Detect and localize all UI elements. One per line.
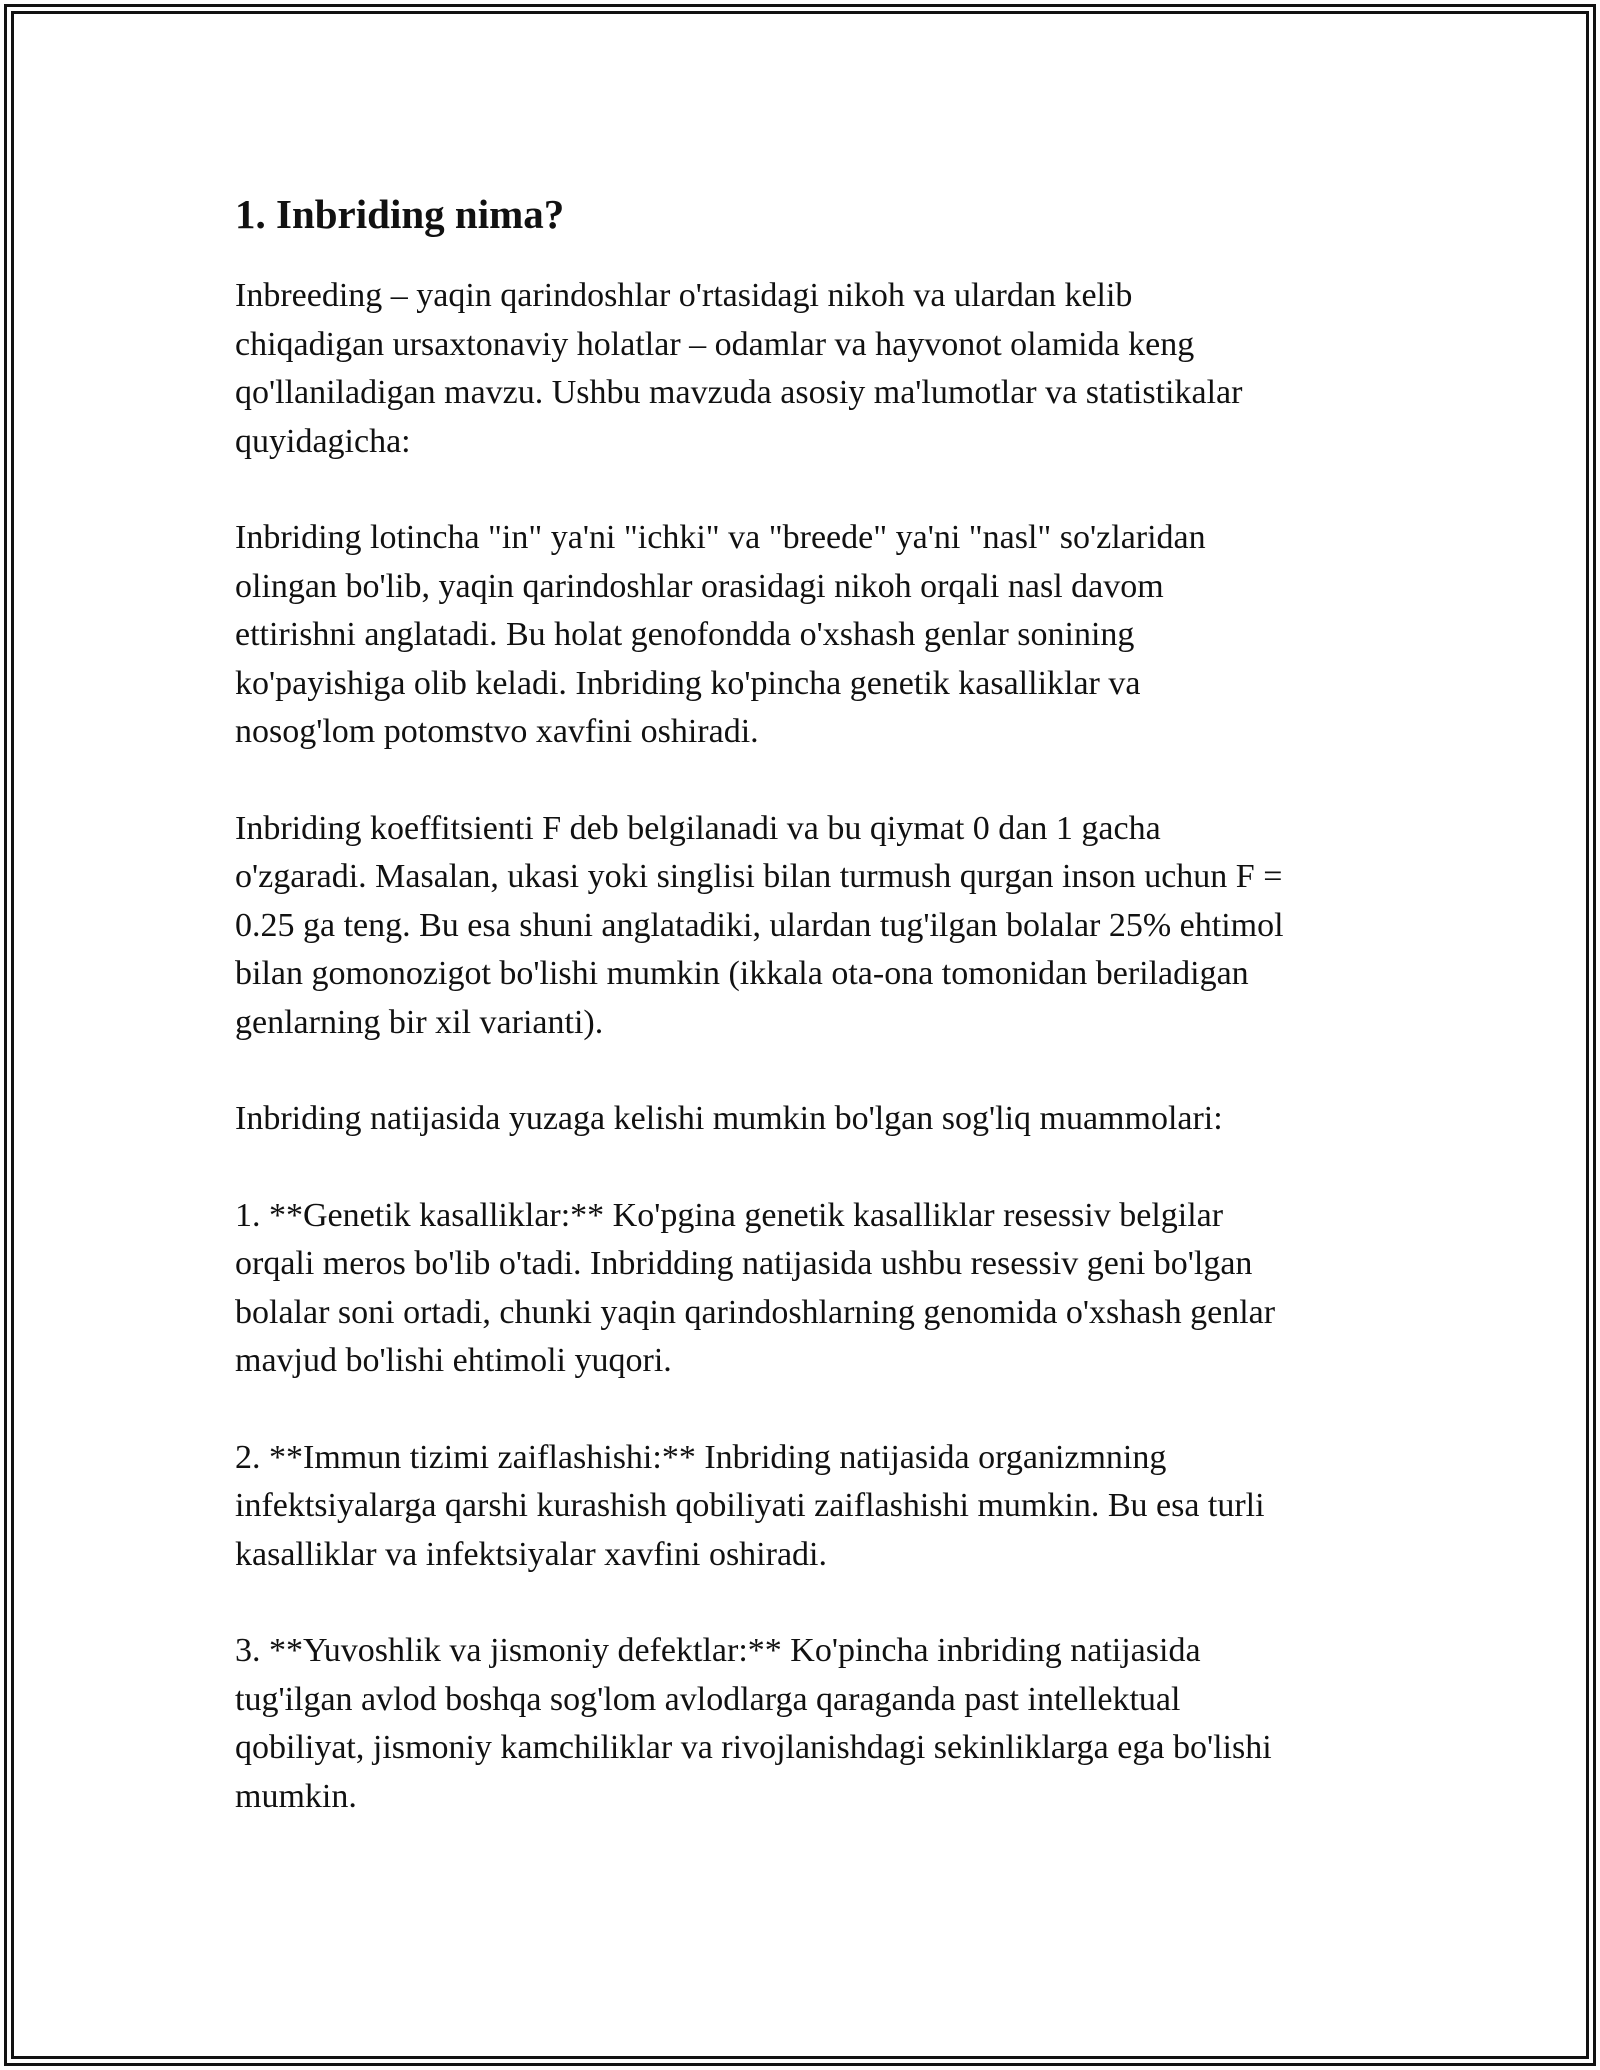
list-item-immune-system: 2. **Immun tizimi zaiflashishi:** Inbriding natijasida organizmning infektsiyalarga qarshi kurashish qobiliyati zaiflashishi mumkin. Bu esa turli kasalliklar va infektsiyalar xavfini oshiradi.: [235, 1438, 1265, 1573]
paragraph-etymology: Inbriding lotincha "in" ya'ni "ichki" va "breede" ya'ni "nasl" so'zlaridan olingan bo'lib, yaqin qarindoshlar orasidagi nikoh orqali nasl davom ettirishni anglatadi. Bu holat genofondda o'xshash genlar sonining ko'payishiga olib keladi. Inbriding ko'pincha genetik kasalliklar va nosog'lom potomstvo xavfini oshiradi.: [235, 519, 1206, 750]
list-item-genetic-diseases: 1. **Genetik kasalliklar:** Ko'pgina genetik kasalliklar resessiv belgilar orqali meros bo'lib o'tadi. Inbridding natijasida ushbu resessiv geni bo'lgan bolalar soni ortadi, chunki yaqin qarindoshlarning genomida o'xshash genlar mavjud bo'lishi ehtimoli yuqori.: [235, 1196, 1276, 1379]
document-body: [235, 186, 1375, 1869]
list-item-physical-defects: 3. **Yuvoshlik va jismoniy defektlar:** Ko'pincha inbriding natijasida tug'ilgan avlod boshqa sog'lom avlodlarga qaraganda past intellektual qobiliyat, jismoniy kamchiliklar va rivojlanishdagi sekinliklarga ega bo'lishi mumkin.: [235, 1632, 1272, 1815]
paragraph-intro: Inbreeding – yaqin qarindoshlar o'rtasidagi nikoh va ulardan kelib chiqadigan ursaxtonaviy holatlar – odamlar va hayvonot olamida keng qo'llaniladigan mavzu. Ushbu mavzuda asosiy ma'lumotlar va statistikalar quyidagicha:: [235, 277, 1243, 460]
paragraph-coefficient: Inbriding koeffitsienti F deb belgilanadi va bu qiymat 0 dan 1 gacha o'zgaradi. Masalan, ukasi yoki singlisi bilan turmush qurgan inson uchun F = 0.25 ga teng. Bu esa shuni anglatadiki, ulardan tug'ilgan bolalar 25% ehtimol bilan gomonozigot bo'lishi mumkin (ikkala ota-ona tomonidan beriladigan genlarning bir xil varianti).: [235, 809, 1284, 1041]
section-heading: 1. Inbriding nima?: [235, 191, 565, 237]
paragraph-health-problems-intro: Inbriding natijasida yuzaga kelishi mumkin bo'lgan sog'liq muammolari:: [235, 1100, 1223, 1137]
